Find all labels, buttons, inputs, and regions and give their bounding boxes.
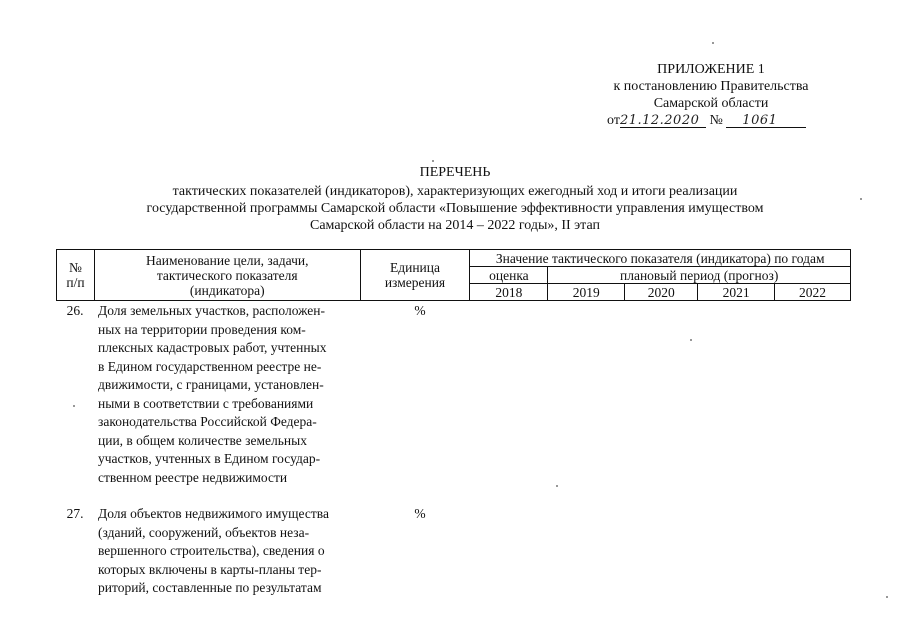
row-text-line: в Едином государственном реестре не- [98,358,322,374]
header-num-line-2: п/п [66,275,85,290]
row-text-line: плексных кадастровых работ, учтенных [98,340,327,355]
document-heading: ПЕРЕЧЕНЬ [419,165,491,180]
number-handwritten: 1061 [742,113,778,128]
indicator-rows [56,302,851,598]
table-row [56,302,851,487]
appendix-line-2: Самарской области [653,96,769,111]
scan-speck [73,405,75,407]
row-text-line: вершенного строительства), сведения о [98,543,325,558]
row-text-line: риторий, составленные по результатам [98,580,322,595]
header-values: Значение тактического показателя (индикатора) по годам [470,250,851,267]
header-name-line-3: (индикатора) [189,282,265,298]
document-subtitle-1: тактических показателей (индикаторов), характеризующих ежегодный ход и итоги реализации [172,184,738,199]
row-text-line: ными в соответствии с требованиями [98,395,314,411]
appendix-title: ПРИЛОЖЕНИЕ 1 [657,62,765,77]
row-text-line: движимости, с границами, установлен- [98,377,324,392]
row-indicator-name [94,302,360,487]
number-field [726,114,806,128]
date-handwritten: 21.12.2020 [619,113,700,128]
appendix-block [601,61,821,129]
header-year-2021: 2021 [698,284,775,301]
scan-speck [860,198,862,200]
header-year-2019: 2019 [548,284,625,301]
header-year-2018: 2018 [470,284,548,301]
scan-speck [556,485,558,487]
header-unit-line-1: Единица [389,260,440,275]
header-unit [360,250,470,301]
document-subtitle-2: государственной программы Самарской области «Повышение эффективности управления имуществом [146,201,764,216]
header-plan-period: плановый период (прогноз) [548,267,851,284]
row-text-line: ных на территории проведения ком- [98,321,306,337]
scan-speck [690,339,692,341]
header-num [57,250,95,301]
row-text-line: ции, в общем количестве земельных [98,432,307,448]
document-title-block [40,164,870,234]
row-unit: % [414,506,426,521]
row-text-line: Доля объектов недвижимого имущества [98,506,329,521]
header-name-line-2: тактического показателя [156,267,298,283]
scan-speck [886,596,888,598]
header-name [94,250,360,301]
header-year-2022: 2022 [775,284,851,301]
number-prefix: № [709,113,723,128]
header-estimate: оценка [470,267,548,284]
indicator-table-header [56,249,851,301]
row-unit: % [414,303,426,318]
date-prefix: от [607,113,620,128]
header-year-2020: 2020 [625,284,698,301]
row-indicator-name [94,505,360,598]
document-subtitle-3: Самарской области на 2014 – 2022 годы», II этап [310,218,600,233]
row-number: 26. [66,303,84,318]
header-unit-line-2: измерения [384,275,446,290]
table-row [56,505,851,598]
appendix-date-line [601,112,821,129]
appendix-line-1: к постановлению Правительства [613,79,809,94]
row-text-line: участков, учтенных в Едином государ- [98,451,321,466]
row-text-line: законодательства Российской Федера- [98,414,317,429]
row-number: 27. [66,506,84,521]
scan-speck [432,160,434,162]
header-name-line-1: Наименование цели, задачи, [146,252,309,268]
scan-speck [712,42,714,44]
row-text-line: которых включены в карты-планы тер- [98,561,322,577]
date-field [620,114,706,128]
header-num-line-1: № [69,260,82,275]
row-text-line: (зданий, сооружений, объектов неза- [98,524,310,540]
row-text-line: ственном реестре недвижимости [98,469,288,485]
row-text-line: Доля земельных участков, расположен- [98,303,325,318]
